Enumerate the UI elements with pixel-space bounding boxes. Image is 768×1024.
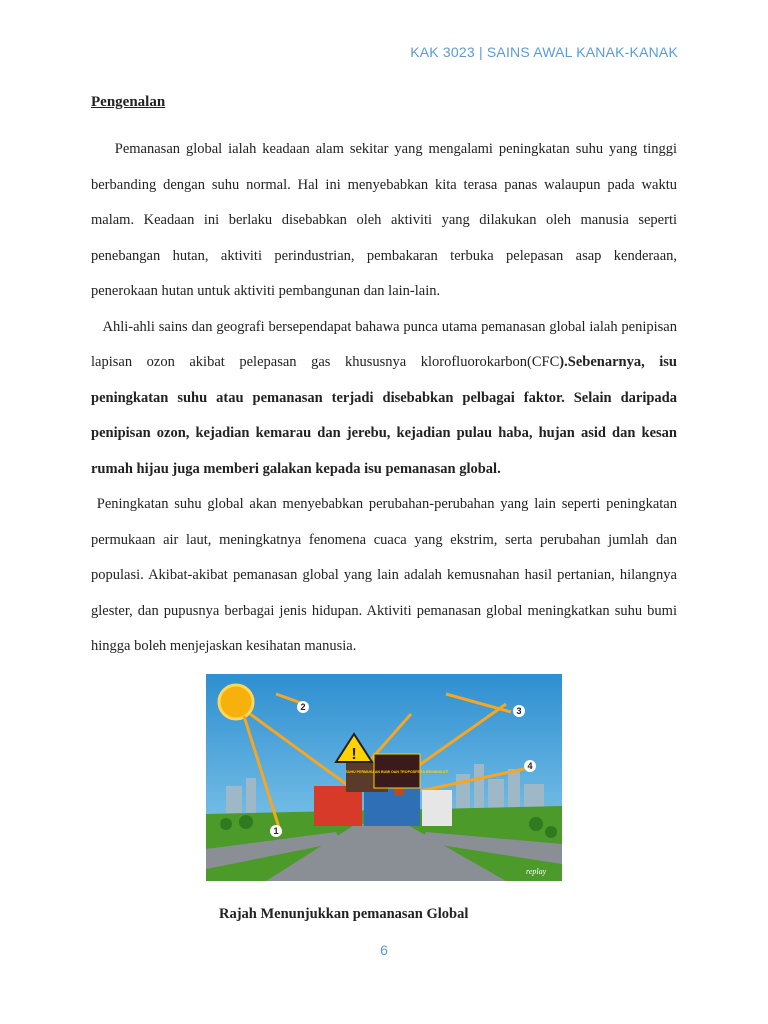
figure-caption: Rajah Menunjukkan pemanasan Global [219, 906, 469, 922]
paragraph-1: Pemanasan global ialah keadaan alam sekitar yang mengalami peningkatan suhu yang tinggi berbanding dengan suhu normal. Hal ini menyebabkan kita terasa panas walaupun pada waktu malam. Keadaan ini berlaku disebabkan oleh aktiviti yang dilakukan oleh manusia seperti penebangan hutan, aktiviti perindustrian, pembakaran terbuka pelepasan asap kenderaan, penerokaan hutan untuk aktiviti pembangunan dan lain-lain. [91, 141, 678, 299]
exclamation-icon: ! [351, 746, 357, 763]
step-label-1: 1 [273, 826, 279, 836]
running-header: KAK 3023 | SAINS AWAL KANAK-KANAK [410, 44, 678, 60]
watermark-text: replay [526, 867, 547, 876]
global-warming-illustration [206, 674, 562, 881]
temperature-sign-text: SUHU PERMUKAAN BUMI DAN TROPOSFERA MENINGKAT! [345, 770, 449, 774]
step-label-3: 3 [516, 706, 522, 716]
step-label-2: 2 [300, 702, 306, 712]
body-text [91, 132, 677, 665]
step-label-4: 4 [527, 761, 533, 771]
paragraph-2: Ahli-ahli sains dan geografi bersependapat bahawa punca utama pemanasan global ialah penipisan lapisan ozon akibat pelepasan gas khususnya klorofluorokarbon(CFC).Sebenarnya, isu peningkatan suhu atau pemanasan terjadi disebabkan pelbagai faktor. Selain daripada penipisan ozon, kejadian kemarau dan jerebu, kejadian pulau haba, hujan asid dan kesan rumah hijau juga memberi galakan kepada isu pemanasan global. [91, 318, 677, 477]
page-number: 6 [380, 942, 388, 958]
global-warming-figure [206, 674, 562, 881]
sun-icon [219, 685, 253, 719]
section-heading: Pengenalan [91, 94, 166, 110]
paragraph-3: Peningkatan suhu global akan menyebabkan perubahan-perubahan yang lain seperti peningkatan permukaan air laut, meningkatnya fenomena cuaca yang ekstrim, serta perubahan jumlah dan populasi. Akibat-akibat pemanasan global yang lain adalah kemusnahan hasil pertanian, hilangnya glester, dan pupusnya berbagai jenis hidupan. Aktiviti pemanasan global meningkatkan suhu bumi hingga boleh menjejaskan kesihatan manusia. [91, 496, 677, 654]
